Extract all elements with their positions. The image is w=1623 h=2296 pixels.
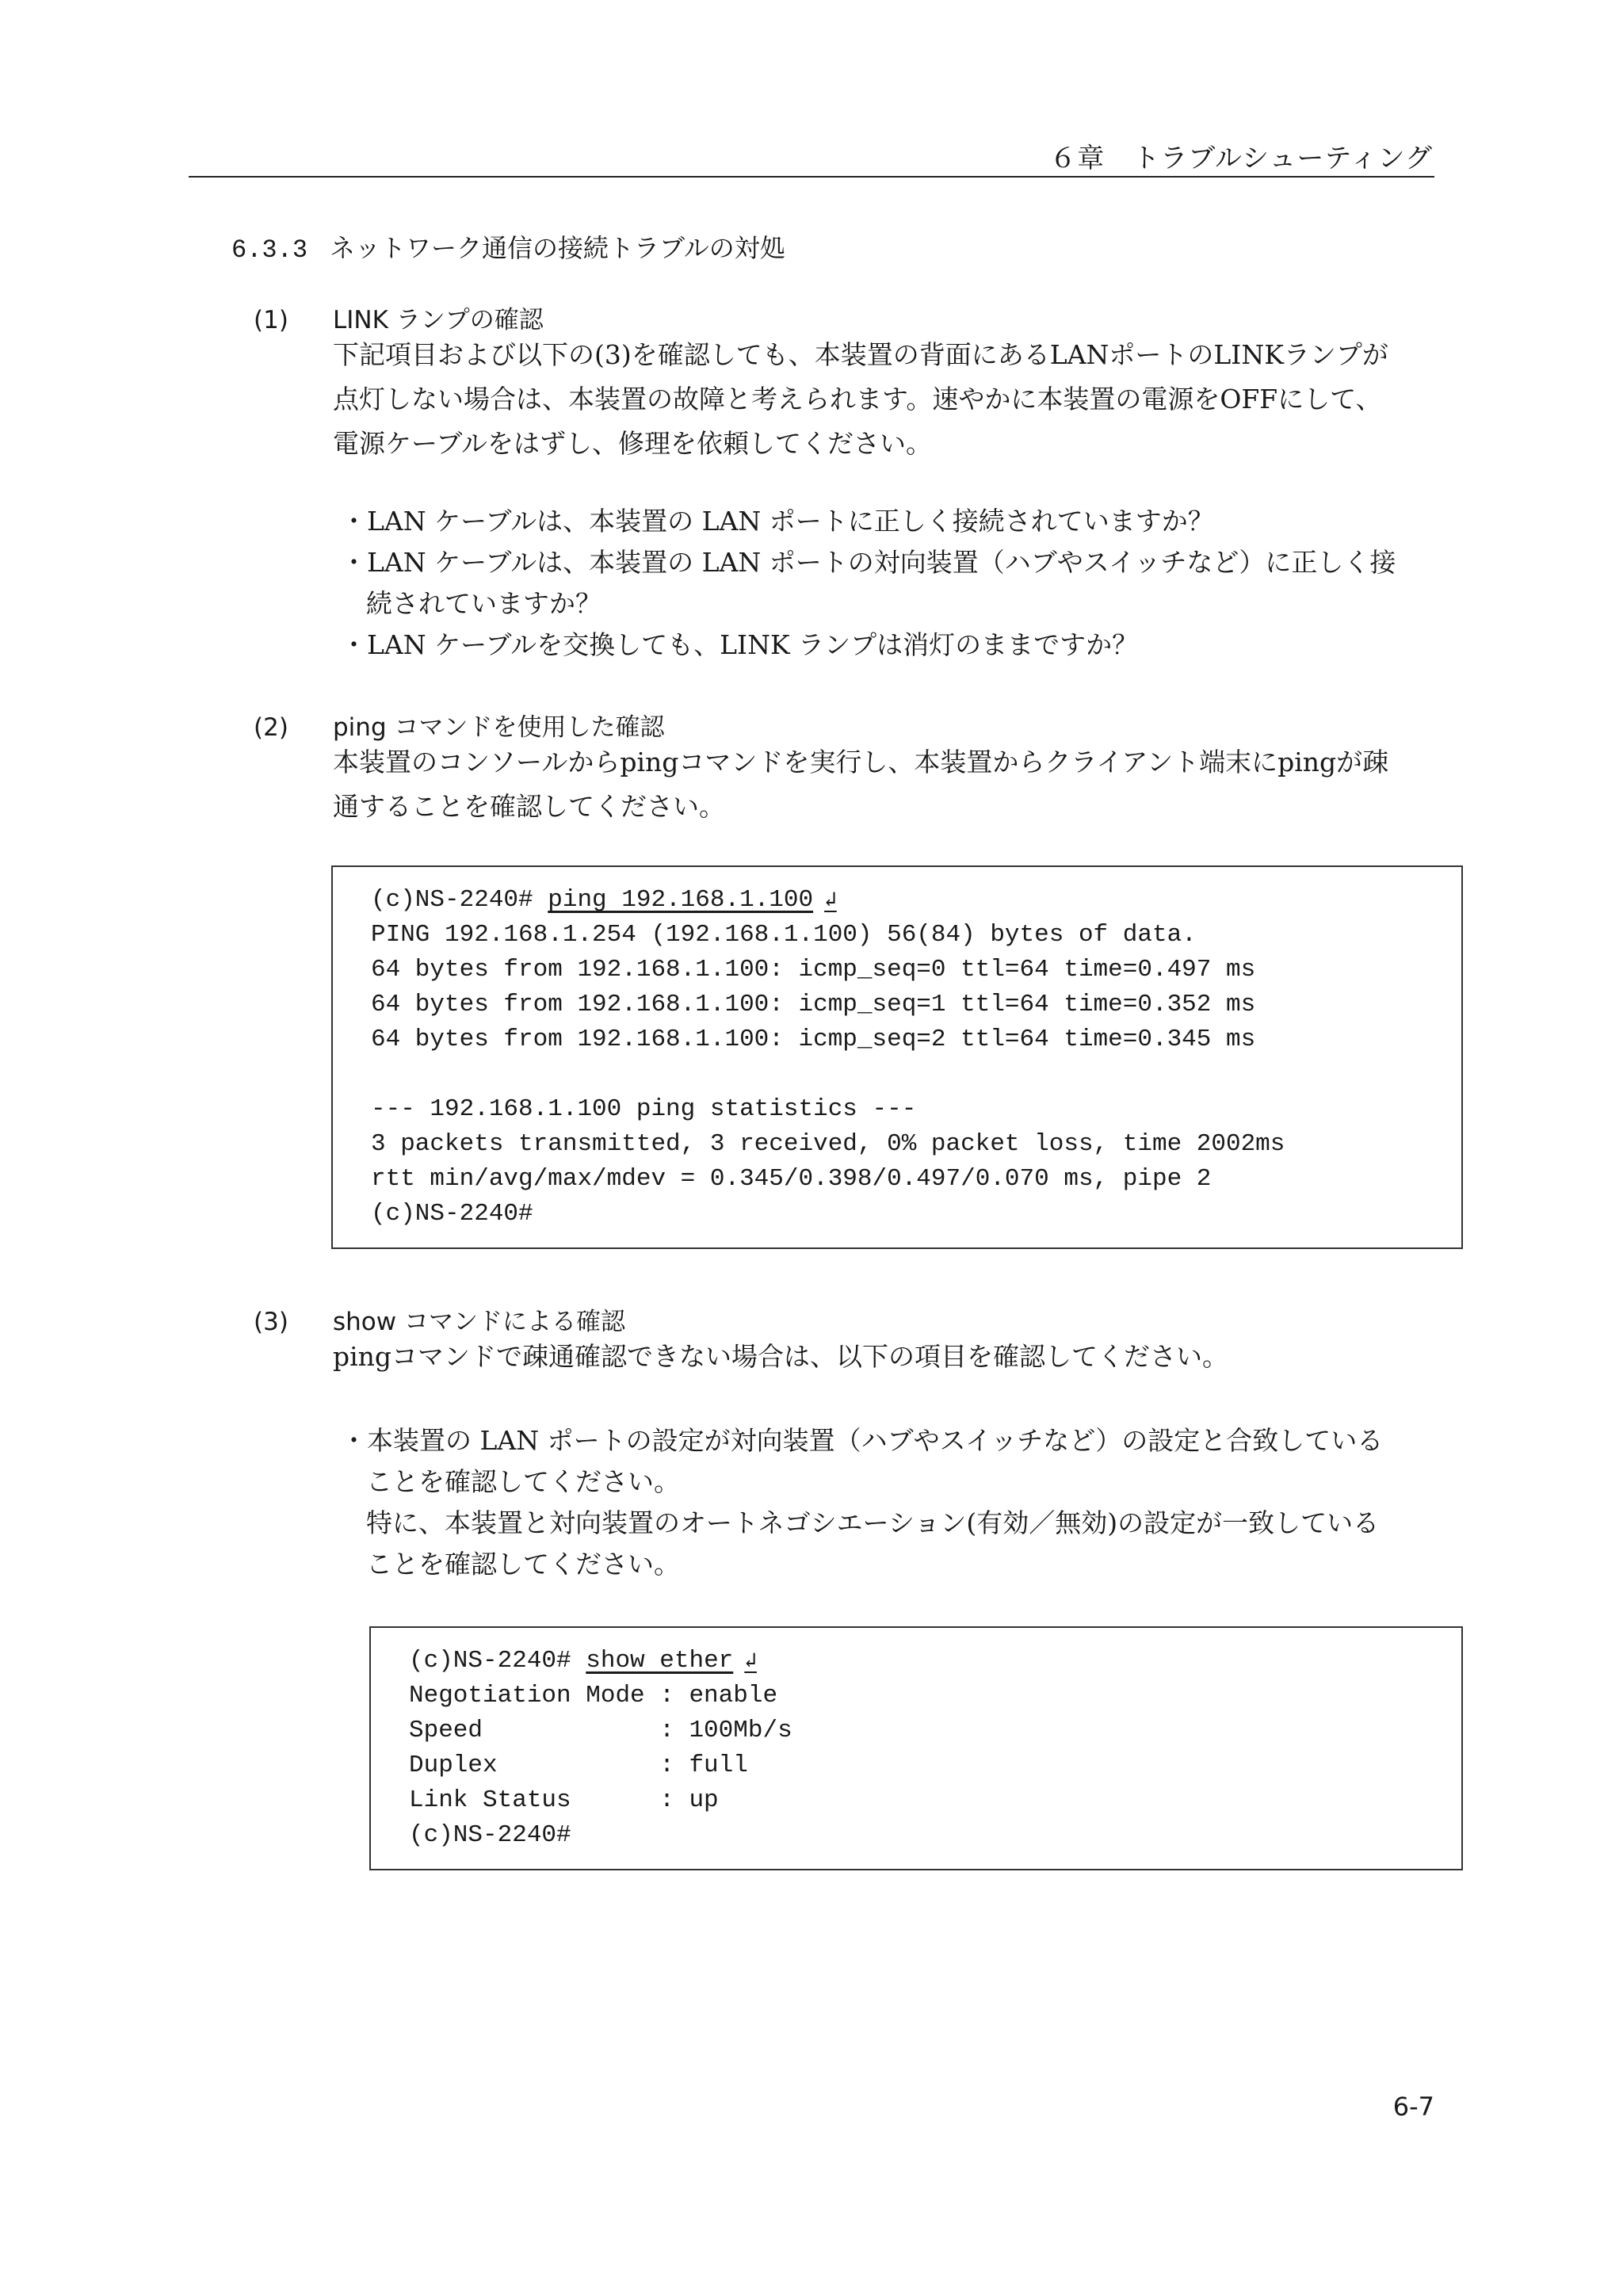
terminal-output-line: Link Status : up [409, 1786, 719, 1814]
bullet-item: ・LAN ケーブルを交換しても、LINK ランプは消灯のままですか？ [341, 629, 1139, 660]
bullet-continuation: 特に、本装置と対向装置のオートネゴシエーション(有効／無効)の設定が一致している [366, 1507, 1380, 1538]
subsection-2-title: ping コマンドを使用した確認 [333, 713, 665, 742]
paragraph-line: 点灯しない場合は、本装置の故障と考えられます。速やかに本装置の電源をOFFにして、 [333, 384, 1382, 415]
show-terminal-box [369, 1626, 1463, 1870]
subsection-2-number: (2) [254, 713, 288, 742]
section-heading [231, 228, 785, 265]
header-rule [189, 176, 1434, 178]
terminal-output-line: (c)NS-2240# [409, 1821, 571, 1849]
subsection-3-paragraph: pingコマンドで疎通確認できない場合は、以下の項目を確認してください。 [333, 1341, 1229, 1372]
terminal-output-line: Speed : 100Mb/s [409, 1717, 792, 1744]
bullet-continuation: 続されていますか？ [366, 588, 601, 619]
subsection-1-paragraph [333, 333, 1388, 466]
ping-terminal-box [331, 865, 1463, 1249]
terminal-output-line: 64 bytes from 192.168.1.100: icmp_seq=0 ttl=64 time=0.497 ms [371, 956, 1256, 984]
subsection-1-number: (1) [254, 306, 288, 334]
subsection-3-number: (3) [254, 1308, 288, 1336]
terminal-command-line [371, 886, 837, 914]
terminal-output-line: 64 bytes from 192.168.1.100: icmp_seq=2 ttl=64 time=0.345 ms [371, 1026, 1256, 1053]
bullet-item: ・LAN ケーブルは、本装置の LAN ポートに正しく接続されていますか？ [341, 506, 1214, 537]
subsection-2-paragraph [333, 740, 1388, 829]
show-command: show ether [586, 1647, 734, 1675]
terminal-output-line: Duplex : full [409, 1752, 748, 1779]
subsection-3-heading [254, 1301, 625, 1337]
chapter-header: ６章 トラブルシューティング [1049, 143, 1433, 174]
terminal-output-line: --- 192.168.1.100 ping statistics --- [371, 1095, 917, 1123]
section-number: 6.3.3 [231, 235, 308, 265]
bullet-continuation: ことを確認してください。 [366, 1466, 680, 1497]
terminal-output-line: PING 192.168.1.254 (192.168.1.100) 56(84) bytes of data. [371, 921, 1197, 949]
bullet-item: ・本装置の LAN ポートの設定が対向装置（ハブやスイッチなど）の設定と合致している [341, 1425, 1384, 1456]
ping-command: ping 192.168.1.100 [548, 886, 814, 914]
enter-key-icon: ↲ [744, 1649, 757, 1673]
terminal-output-line: Negotiation Mode : enable [409, 1682, 778, 1710]
subsection-1-title: LINK ランプの確認 [333, 306, 544, 334]
terminal-prompt: (c)NS-2240# [371, 886, 548, 914]
terminal-prompt: (c)NS-2240# [409, 1647, 586, 1675]
bullet-continuation: ことを確認してください。 [366, 1549, 680, 1580]
paragraph-line: 電源ケーブルをはずし、修理を依頼してください。 [333, 428, 933, 459]
subsection-1-heading [254, 300, 544, 335]
paragraph-line: 通することを確認してください。 [333, 791, 725, 822]
terminal-command-line [409, 1647, 757, 1675]
terminal-output-line: 3 packets transmitted, 3 received, 0% packet loss, time 2002ms [371, 1130, 1285, 1158]
page-number: 6-7 [1392, 2092, 1434, 2122]
paragraph-line: 下記項目および以下の(3)を確認しても、本装置の背面にあるLANポートのLINKランプが [333, 339, 1388, 370]
subsection-2-heading [254, 707, 664, 743]
section-title: ネットワーク通信の接続トラブルの対処 [330, 233, 785, 263]
terminal-output-line: rtt min/avg/max/mdev = 0.345/0.398/0.497/0.070 ms, pipe 2 [371, 1165, 1212, 1193]
terminal-output-line: 64 bytes from 192.168.1.100: icmp_seq=1 ttl=64 time=0.352 ms [371, 991, 1256, 1018]
terminal-output-line: (c)NS-2240# [371, 1200, 533, 1228]
paragraph-line: 本装置のコンソールからpingコマンドを実行し、本装置からクライアント端末にpingが疎 [333, 747, 1389, 777]
bullet-item: ・LAN ケーブルは、本装置の LAN ポートの対向装置（ハブやスイッチなど）に正しく接 [341, 547, 1396, 578]
enter-key-icon: ↲ [824, 888, 837, 912]
subsection-3-title: show コマンドによる確認 [333, 1308, 625, 1336]
